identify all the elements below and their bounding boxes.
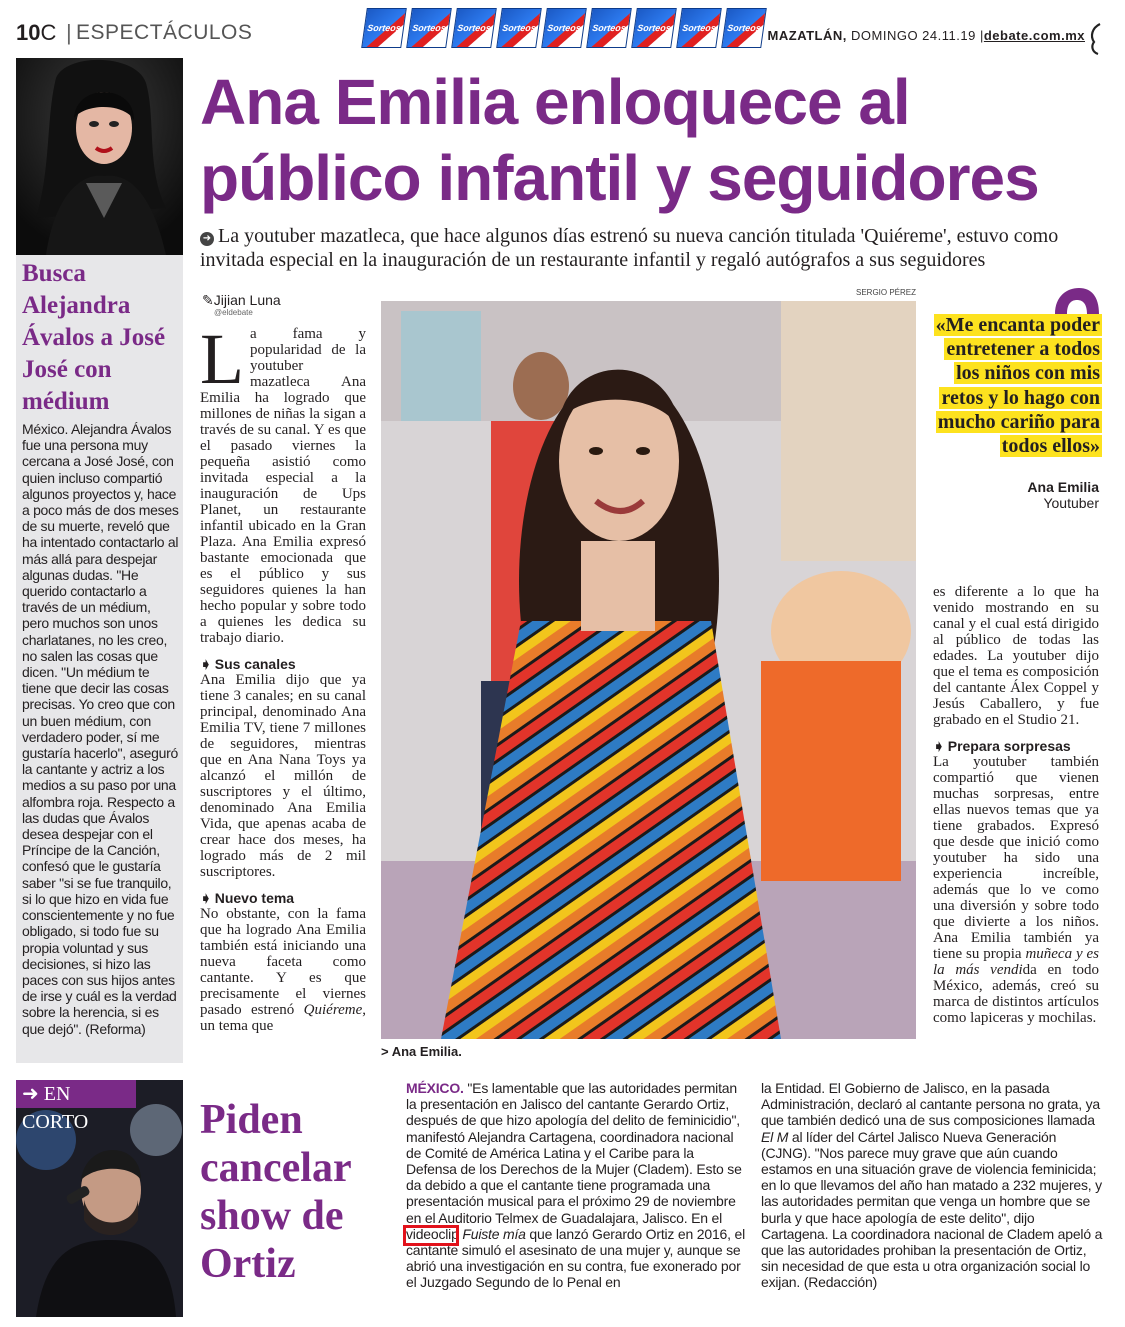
- article-column-1: [200, 319, 366, 1034]
- videoclip-title: Fuiste mía: [462, 1225, 526, 1242]
- sorteos-logo: Sorteos: [451, 8, 497, 48]
- sorteos-logo: Sorteos: [361, 8, 407, 48]
- brief-column-1: MÉXICO. "Es lamentable que las autoridades permitan la presentación en Jalisco del cantante Gerardo Ortiz, después de que hizo apología del delito de feminicidio", manifestó Alejandra Cartagena, coordinadora nacional de Comité de América Latina y el Caribe para la Defensa de los Derechos de la Mujer (Cladem). Esto se da debido a que el cantante tiene programada una presentación musical para el próximo 29 de noviembre en el Auditorio Telmex de Guadalajara, Jalisco. En el videoclip Fuiste mía que lanzó Gerardo Ortiz en 2016, el cantante simuló el asesinato de una mujer y, aunque se abrió una investigación en su contra, fue exonerado por el Juzgado Segundo de lo Penal en: [406, 1080, 746, 1291]
- article-dek: [200, 224, 1105, 272]
- triangle-right-icon: ➧: [200, 656, 212, 672]
- header-separator: |: [66, 20, 72, 45]
- sorteos-logo: Sorteos: [406, 8, 452, 48]
- sorteos-logo: Sorteos: [541, 8, 587, 48]
- ana-emilia-photo: [381, 301, 916, 1039]
- quote-author: Ana Emilia: [1027, 479, 1099, 495]
- sidebar-body: México. Alejandra Ávalos fue una persona muy cercana a José José, con quien incluso compartió algunos proyectos y, hace a poco más de dos meses de su muerte, reveló que ha intentado contactarlo al más allá para despejar algunas dudas. "He querido contactarlo a través de un médium, pero muchos son unos charlatanes, no les creo, no salen las cosas que dicen. "Un médium te tiene que decir las cosas precisas. Yo creo que con un buen médium, con verdadero poder, sí me gustaría hacerlo", aseguró la cantante y actriz a los medios a su paso por una alfombra roja. Respecto a las dudas que Ávalos desea despejar con el Príncipe de la Canción, confesó que le gustaría saber "si se fue tranquilo, si lo que hizo en vida fue conscientemente y no fue obligado, si todo fue su propia voluntad y sus decisiones, si hizo las paces con sus hijos antes de irse y cuál es la verdad sobre la herencia, si es que dejó". (Reforma): [22, 421, 179, 1037]
- brief-dateline: MÉXICO.: [406, 1080, 464, 1096]
- byline-handle: @eldebate: [214, 308, 253, 317]
- dropcap: L: [200, 319, 244, 399]
- city: MAZATLÁN,: [767, 28, 847, 43]
- venue-name: Telmex: [495, 1209, 539, 1226]
- photo-credit: SERGIO PÉREZ: [856, 288, 917, 297]
- sorteos-logo: Sorteos: [721, 8, 767, 48]
- dateline-header: [768, 28, 1085, 43]
- arrow-right-icon: ➜: [22, 1083, 44, 1105]
- article-headline: Ana Emilia enloquece al público infantil y seguidores: [200, 66, 1039, 214]
- subhead-nuevo-tema: ➧ Nuevo tema: [200, 890, 295, 906]
- triangle-right-icon: ➧: [200, 890, 212, 906]
- photo-caption: > Ana Emilia.: [381, 1044, 462, 1059]
- feather-icon: [1088, 22, 1102, 56]
- song-title: Quiéreme: [303, 1002, 363, 1018]
- page-number: 10C: [16, 20, 57, 45]
- section-name: ESPECTÁCULOS: [76, 21, 253, 44]
- byline-name: Jijian Luna: [213, 292, 281, 308]
- byline: [202, 292, 281, 309]
- subhead-canales: ➧ Sus canales: [200, 656, 296, 672]
- en-corto-tag: ➜ EN CORTO: [16, 1080, 136, 1108]
- pull-quote-text: «Me encanta poder entretener a todos los niños con mis retos y lo hago con mucho cariño para todos ellos»: [935, 314, 1100, 458]
- pull-quote: [930, 313, 1102, 458]
- paragraph: a fama y popularidad de la youtuber mazatleca Ana Emilia ha logrado que millones de niñas la sigan a través de su canal. Y es que el pasado viernes la pequeña asistió como invitada especial a la inauguración de Ups Planet, un restaurante infantil ubicado en la Gran Plaza. Ana Emilia expresó bastante emocionada que es el público y sus seguidores quienes la han hecho popular y sobre todo a quienes les dedica su trabajo diario.: [200, 326, 366, 646]
- article-column-3: [933, 584, 1099, 1026]
- brief-headline: Piden cancelar show de Ortiz: [200, 1097, 351, 1287]
- telmex-highlight-box: [403, 1225, 459, 1246]
- alejandra-avalos-photo: [16, 58, 183, 255]
- sorteos-logo: Sorteos: [586, 8, 632, 48]
- sidebar-headline: Busca Alejandra Ávalos a José José con médium: [22, 260, 166, 415]
- header-divider: |: [979, 28, 984, 43]
- website-link[interactable]: debate.com.mx: [983, 28, 1085, 43]
- dek-text: La youtuber mazatleca, que hace algunos días estrenó su nueva canción titulada 'Quiéreme', estuvo como invitada especial en la inauguración de un restaurante infantil y regaló autógrafos a sus seguidores: [200, 225, 1059, 271]
- triangle-right-icon: ➧: [933, 738, 945, 754]
- arrow-right-icon: ➜: [200, 232, 214, 246]
- paragraph: No obstante, con la fama que ha logrado Ana Emilia también está iniciando una nueva faceta como cantante. Y es que precisamente el viernes pasado estrenó Quiéreme, un tema que: [200, 906, 366, 1034]
- quote-icon: [1053, 288, 1099, 314]
- brief-column-2: la Entidad. El Gobierno de Jalisco, en la pasada Administración, declaró al cantante persona no grata, ya que también dedicó una de sus composiciones llamada El M al líder del Cártel Jalisco Nueva Generación (CJNG). "Nos parece muy grave que aún cuando estamos en una situación grave de violencia feminicida; en lo que llevamos del año han matado a 232 mujeres, y las autoridades permitan que venga un hombre que se burla y que hace apología de este delito", dijo Cartagena. La coordinadora nacional de Cladem apeló a que las autoridades prohiban la presentación de Ortiz, sin necesidad de que esta u otra organización social lo exijan. (Redacción): [761, 1080, 1103, 1291]
- subhead-sorpresas: ➧ Prepara sorpresas: [933, 738, 1071, 754]
- sorteos-logo: Sorteos: [496, 8, 542, 48]
- song-title: El M: [761, 1128, 789, 1145]
- paragraph: Ana Emilia dijo que ya tiene 3 canales; en su canal principal, denominado Ana Emilia TV, tiene 7 millones de seguidores, mientras que en Ana Nana Toys ya alcanzó el millón de suscriptores y el último, denominado Ana Emilia Vida, que apenas acaba de crear hace dos meses, ha logrado más de 2 mil suscriptores.: [200, 672, 366, 880]
- date: DOMINGO 24.11.19: [851, 28, 976, 43]
- sponsor-logos: [364, 8, 769, 48]
- sorteos-logo: Sorteos: [631, 8, 677, 48]
- paragraph: es diferente a lo que ha venido mostrando en su canal y el cual está dirigido al público de todas las edades. La youtuber dijo que el tema es composición del cantante Álex Coppel y Jesús Caballero, y fue grabado en el Studio 21.: [933, 584, 1099, 728]
- pen-icon: ✎: [202, 292, 214, 308]
- quote-role: Youtuber: [1043, 495, 1099, 511]
- sorteos-logo: Sorteos: [676, 8, 722, 48]
- paragraph: La youtuber también compartió que vienen muchas sorpresas, entre ellas nuevos temas que ya tiene grabados. Expresó que desde que inició como youtuber ha sido una experiencia increíble, además que lo ve como una diversión y sobre todo que divierte a los niños. Ana Emilia también ya tiene su propia muñeca y es la más vendida en todo México, además, creó su marca de distintos artículos como lapiceras y mochilas.: [933, 754, 1099, 1026]
